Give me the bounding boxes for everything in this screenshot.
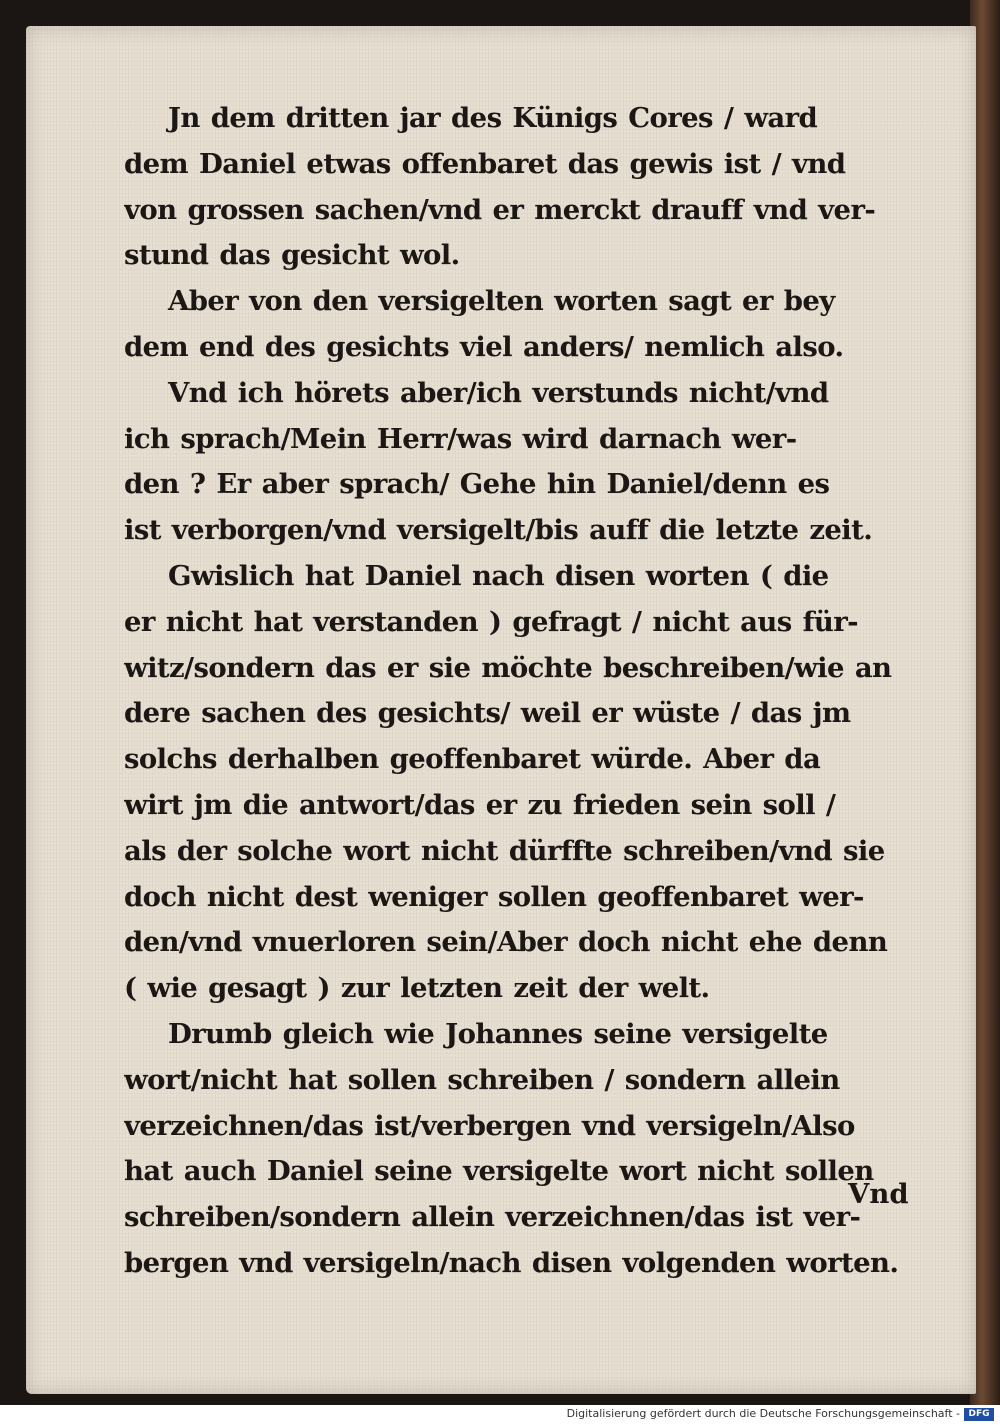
text-line: als der solche wort nicht dürffte schreiben/vnd sie (124, 834, 885, 867)
text-line: Jn dem dritten jar des Künigs Cores / ward (168, 102, 818, 134)
footer-credit: Digitalisierung gefördert durch die Deutsche Forschungsgemeinschaft - (566, 1407, 960, 1420)
text-line: ist verborgen/vnd versigelt/bis auff die letzte zeit. (124, 514, 873, 547)
text-line: den ? Er aber sprach/ Gehe hin Daniel/denn es (124, 468, 830, 501)
text-line: solchs derhalben geoffenbaret würde. Aber da (124, 743, 821, 776)
text-line: Aber von den versigelten worten sagt er bey (168, 285, 835, 318)
footer-bar (0, 1405, 1000, 1425)
text-line: hat auch Daniel seine versigelte wort nicht sollen (124, 1155, 874, 1188)
text-line: schreiben/sondern allein verzeichnen/das ist ver- (124, 1201, 861, 1234)
text-line: doch nicht dest weniger sollen geoffenbaret wer- (124, 880, 864, 913)
text-line: von grossen sachen/vnd er merckt drauff vnd ver- (124, 193, 876, 226)
text-line: bergen vnd versigeln/nach disen volgenden worten. (124, 1246, 899, 1279)
text-line: stund das gesicht wol. (124, 239, 460, 272)
catchword: Vnd (848, 1178, 909, 1210)
text-line: Gwislich hat Daniel nach disen worten ( die (168, 559, 829, 592)
text-line: dere sachen des gesichts/ weil er wüste / das jm (124, 697, 851, 730)
text-line: Vnd ich hörets aber/ich verstunds nicht/vnd (168, 376, 829, 409)
text-line: verzeichnen/das ist/verbergen vnd versigeln/Also (124, 1109, 855, 1142)
text-line: wort/nicht hat sollen schreiben / sondern allein (124, 1063, 840, 1096)
text-line: witz/sondern das er sie möchte beschreiben/wie an (124, 651, 892, 684)
text-line: dem Daniel etwas offenbaret das gewis ist / vnd (124, 147, 846, 180)
text-line: ( wie gesagt ) zur letzten zeit der welt. (124, 972, 710, 1005)
page-text (124, 96, 904, 1287)
text-line: er nicht hat verstanden ) gefragt / nicht aus für- (124, 605, 858, 638)
text-line: ich sprach/Mein Herr/was wird darnach wer- (124, 422, 797, 455)
text-line: dem end des gesichts viel anders/ nemlich also. (124, 330, 844, 363)
text-line: den/vnd vnuerloren sein/Aber doch nicht ehe denn (124, 926, 888, 959)
text-line: Drumb gleich wie Johannes seine versigelte (168, 1017, 828, 1050)
dfg-logo-icon: DFG (964, 1408, 994, 1421)
text-line: wirt jm die antwort/das er zu frieden sein soll / (124, 788, 836, 821)
